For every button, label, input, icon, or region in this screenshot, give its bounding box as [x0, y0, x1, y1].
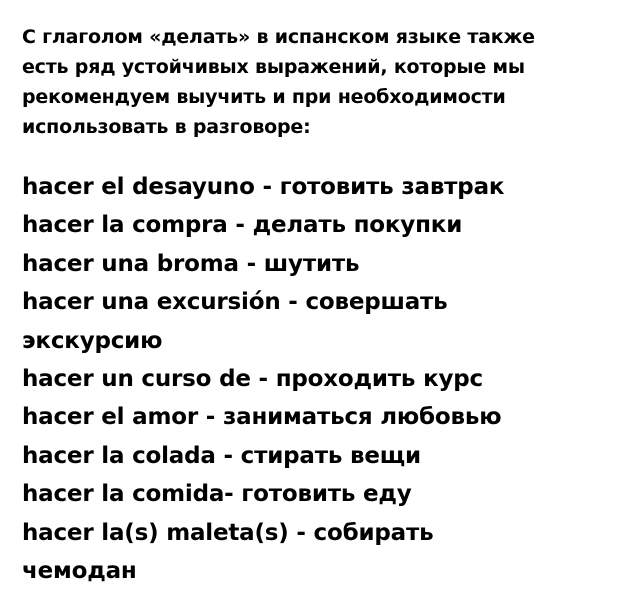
phrase-line: hacer la colada - стирать вещи	[22, 442, 421, 469]
phrase-item	[22, 360, 618, 398]
intro-paragraph	[22, 22, 618, 142]
phrase-line: hacer la comida- готовить еду	[22, 481, 412, 508]
phrase-line: hacer una excursión - совершать	[22, 289, 448, 316]
intro-line: рекомендуем выучить и при необходимости	[22, 86, 506, 108]
document	[22, 22, 618, 590]
phrase-list	[22, 168, 618, 590]
intro-line: С глаголом «делать» в испанском языке также	[22, 26, 535, 48]
phrase-line: hacer el amor - заниматься любовью	[22, 404, 502, 431]
phrase-line: экскурсию	[22, 327, 163, 354]
phrase-line: чемодан	[22, 558, 137, 585]
phrase-line: hacer una broma - шутить	[22, 250, 360, 277]
phrase-item	[22, 168, 618, 206]
phrase-item	[22, 245, 618, 283]
intro-line: есть ряд устойчивых выражений, которые мы	[22, 56, 525, 78]
phrase-item	[22, 398, 618, 436]
phrase-item	[22, 283, 618, 360]
phrase-item	[22, 514, 618, 591]
phrase-line: hacer la compra - делать покупки	[22, 212, 463, 239]
intro-line: использовать в разговоре:	[22, 116, 311, 138]
phrase-line: hacer un curso de - проходить курс	[22, 366, 483, 393]
phrase-item	[22, 206, 618, 244]
phrase-line: hacer el desayuno - готовить завтрак	[22, 174, 505, 200]
phrase-line: hacer la(s) maleta(s) - собирать	[22, 519, 434, 546]
phrase-item	[22, 475, 618, 513]
phrase-item	[22, 437, 618, 475]
